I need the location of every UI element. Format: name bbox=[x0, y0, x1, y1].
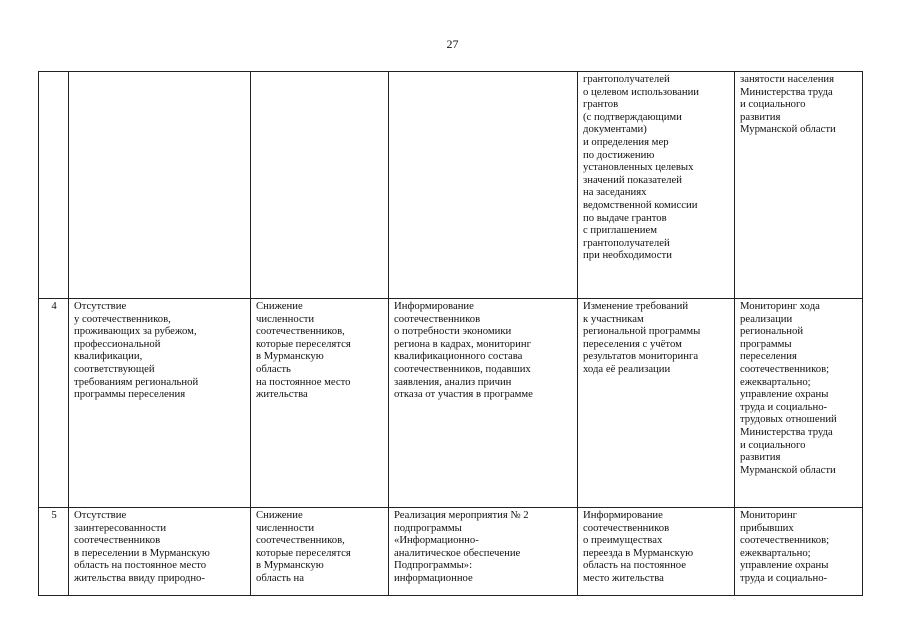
row-number-cell bbox=[39, 72, 69, 299]
table-row bbox=[39, 508, 863, 596]
consequence-cell: Снижение численности соотечественников, которые переселятся в Мурманскую область на bbox=[251, 508, 389, 596]
response-measures-cell: Изменение требований к участникам региональной программы переселения с учётом результатов мониторинга хода её реализации bbox=[578, 299, 735, 508]
row-number-cell: 4 bbox=[39, 299, 69, 508]
response-measures-cell: Информирование соотечественников о преимуществах переезда в Мурманскую область на постоянное место жительства bbox=[578, 508, 735, 596]
page-number: 27 bbox=[446, 37, 459, 51]
monitoring-cell: Мониторинг хода реализации региональной программы переселения соотечественников; ежеквартально; управление охраны труда и социально- трудовых отношений Министерства труда и социального развития Мурманской области bbox=[735, 299, 863, 508]
table-row bbox=[39, 72, 863, 299]
monitoring-cell: занятости населения Министерства труда и социального развития Мурманской области bbox=[735, 72, 863, 299]
consequence-cell bbox=[251, 72, 389, 299]
risk-cell bbox=[69, 72, 251, 299]
document-table bbox=[38, 71, 863, 596]
prevention-measures-cell: Информирование соотечественников о потребности экономики региона в кадрах, мониторинг квалификационного состава соотечественников, подавших заявления, анализ причин отказа от участия в программе bbox=[389, 299, 578, 508]
response-measures-cell: грантополучателей о целевом использовании грантов (с подтверждающими документами) и определения мер по достижению установленных целевых значений показателей на заседаниях ведомственной комиссии по выдаче грантов с приглашением грантополучателей при необходимости bbox=[578, 72, 735, 299]
consequence-cell: Снижение численности соотечественников, которые переселятся в Мурманскую область на постоянное место жительства bbox=[251, 299, 389, 508]
prevention-measures-cell: Реализация мероприятия № 2 подпрограммы «Информационно- аналитическое обеспечение Подпрограммы»: информационное bbox=[389, 508, 578, 596]
monitoring-cell: Мониторинг прибывших соотечественников; ежеквартально; управление охраны труда и социально- bbox=[735, 508, 863, 596]
row-number-cell: 5 bbox=[39, 508, 69, 596]
table-row bbox=[39, 299, 863, 508]
risk-cell: Отсутствие заинтересованности соотечественников в переселении в Мурманскую область на постоянное место жительства ввиду природно- bbox=[69, 508, 251, 596]
risk-cell: Отсутствие у соотечественников, проживающих за рубежом, профессиональной квалификации, соответствующей требованиям региональной программы переселения bbox=[69, 299, 251, 508]
prevention-measures-cell bbox=[389, 72, 578, 299]
